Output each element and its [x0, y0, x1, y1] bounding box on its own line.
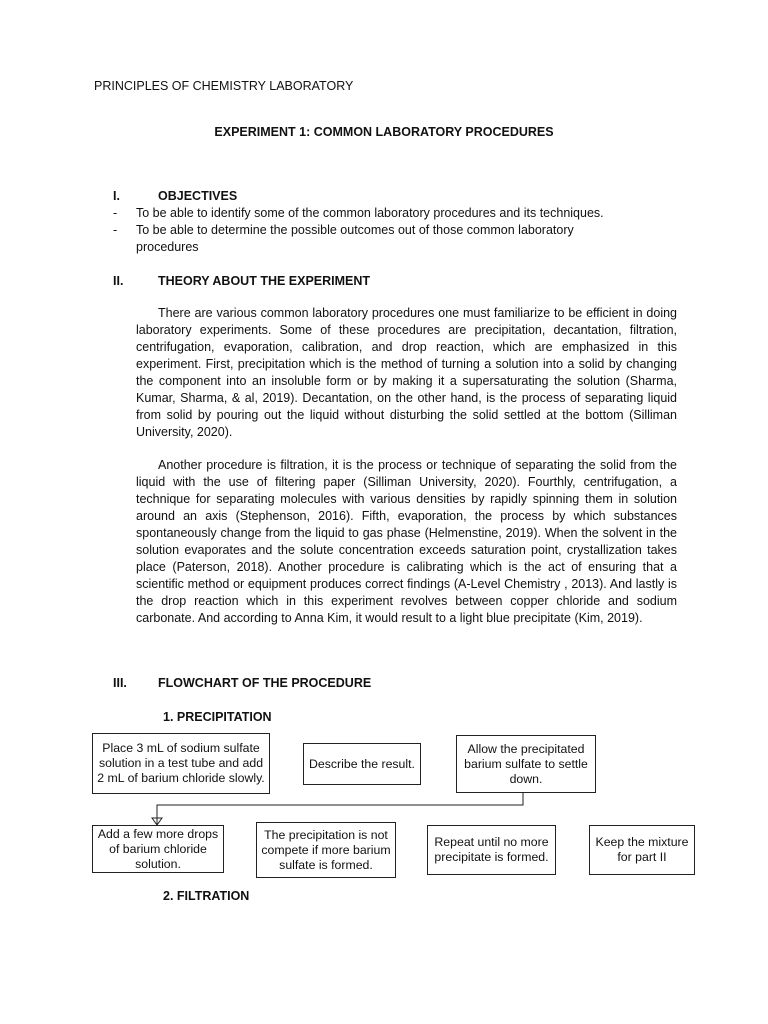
flow-box-2: Describe the result.	[303, 743, 421, 785]
theory-number: II.	[113, 274, 124, 288]
flowchart-heading: FLOWCHART OF THE PROCEDURE	[158, 676, 372, 690]
connector-line	[157, 793, 523, 824]
objective-text: To be able to determine the possible outcomes out of those common laboratory procedures	[136, 223, 574, 254]
theory-paragraph-2: Another procedure is filtration, it is the process or technique of separating the solid from the liquid with the use of filtering paper (Silliman University, 2020). Fourthly, centrifugation, a technique for separating molecules with various densities by rapidly spinning them in solution around an axis (Stephenson, 2016). Fifth, evaporation, the process by which substances spontaneously change from the liquid to gas phase (Helmenstine, 2019). When the solvent in the solution evaporates and the solute concentration exceeds saturation point, crystallization takes place (Paterson, 2018). Another procedure is calibrating which is the act of ensuring that a scientific method or equipment produces correct findings (A-Level Chemistry , 2013). And lastly is the drop reaction which in this experiment revolves between copper chloride and sodium carbonate. And according to Anna Kim, it would result to a light blue precipitate (Kim, 2019).	[136, 458, 677, 625]
theory-heading: THEORY ABOUT THE EXPERIMENT	[158, 274, 371, 288]
flow-box-7: Keep the mixture for part II	[589, 825, 695, 875]
filtration-subheading: 2. FILTRATION	[163, 889, 250, 903]
flow-box-5: The precipitation is not compete if more barium sulfate is formed.	[256, 822, 396, 878]
precipitation-subheading: 1. PRECIPITATION	[163, 710, 272, 724]
objectives-heading: OBJECTIVES	[158, 189, 238, 203]
flow-box-3: Allow the precipitated barium sulfate to settle down.	[456, 735, 596, 793]
objectives-number: I.	[113, 189, 120, 203]
theory-paragraph-1: There are various common laboratory procedures one must familiarize to be efficient in doing laboratory experiments. Some of these procedures are precipitation, decantation, filtration, centrifugation, evaporation, calibration, and drop reaction, which are emphasized in this experiment. First, precipitation which is the method of turning a solution into a solid by changing the component into an insoluble form or by making it a supersaturating the solution (Sharma, Kumar, Sharma, & al, 2019). Decantation, on the other hand, is the process of separating liquid from solid by pouring out the liquid without disturbing the solid settled at the bottom (Silliman University, 2020).	[136, 306, 677, 439]
flow-box-6: Repeat until no more precipitate is formed.	[427, 825, 556, 875]
flowchart-number: III.	[113, 676, 127, 690]
course-title: PRINCIPLES OF CHEMISTRY LABORATORY	[94, 79, 354, 93]
bullet-dash: -	[113, 223, 118, 237]
objective-text: To be able to identify some of the common laboratory procedures and its techniques.	[136, 206, 604, 220]
flow-box-4: Add a few more drops of barium chloride solution.	[92, 825, 224, 873]
experiment-title: EXPERIMENT 1: COMMON LABORATORY PROCEDURES	[214, 125, 554, 139]
flow-box-1: Place 3 mL of sodium sulfate solution in a test tube and add 2 mL of barium chloride slowly.	[92, 733, 270, 794]
bullet-dash: -	[113, 206, 118, 220]
